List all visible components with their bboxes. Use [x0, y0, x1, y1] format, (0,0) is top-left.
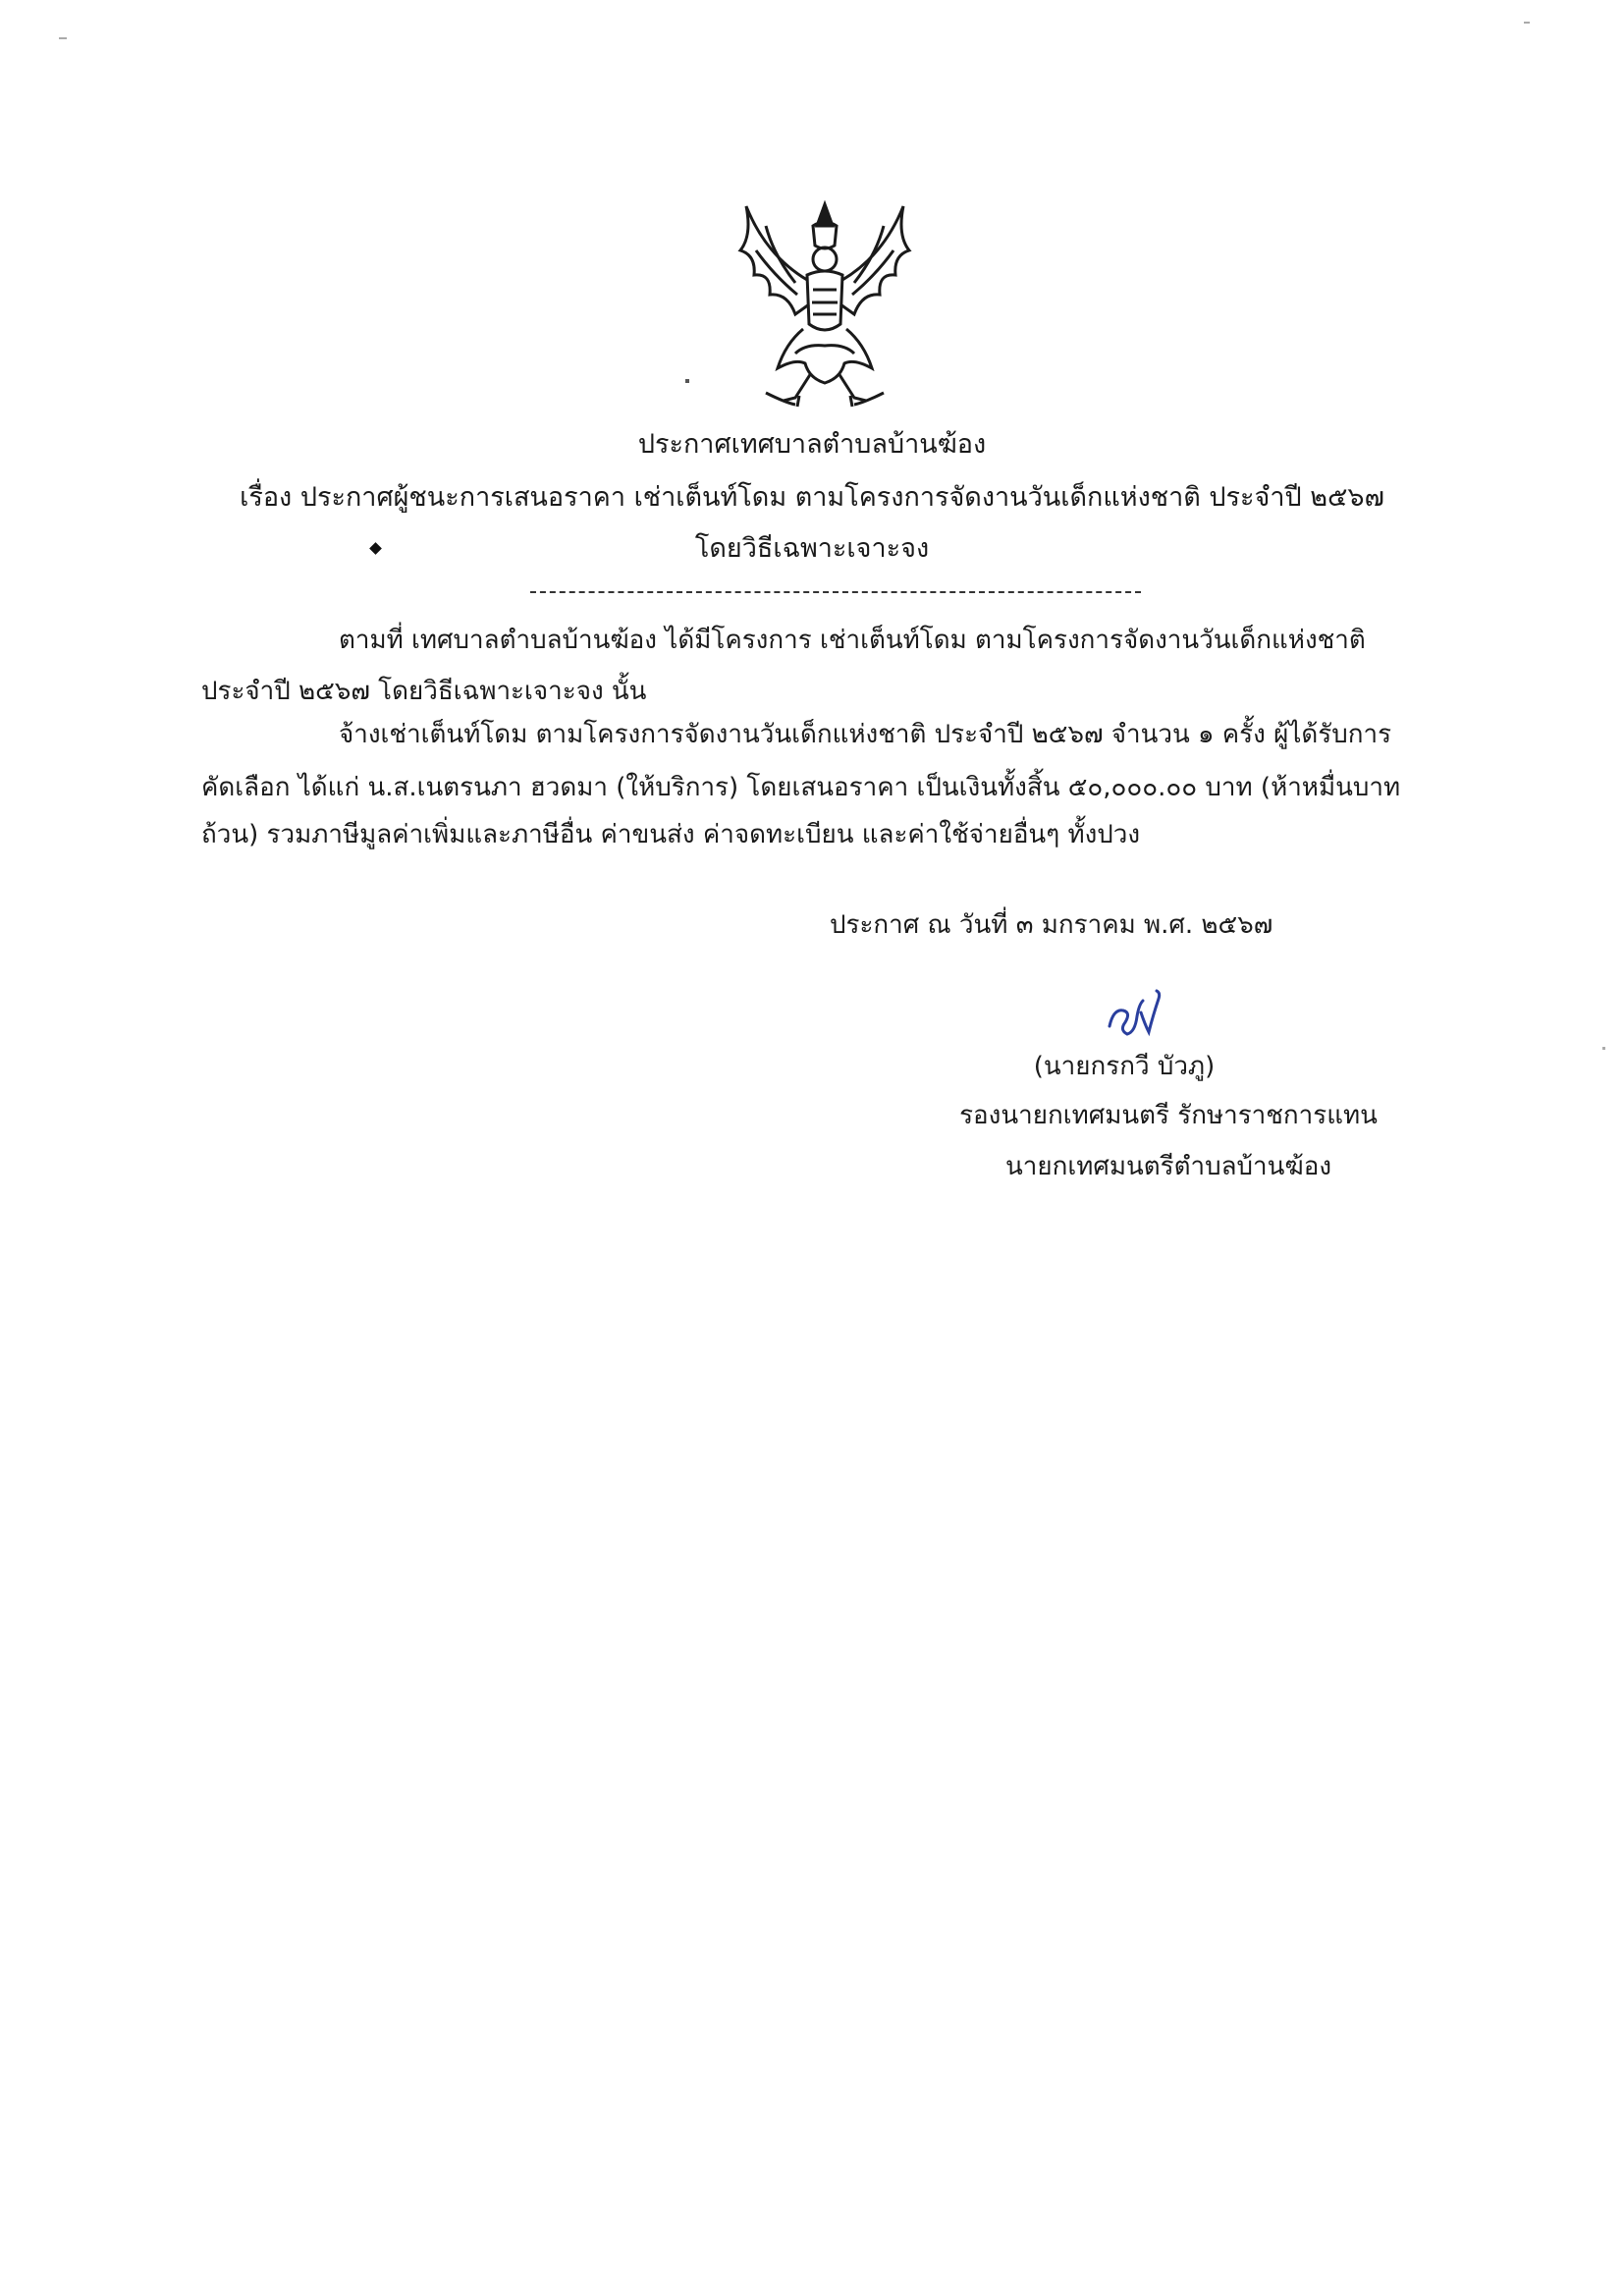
dashed-divider	[530, 591, 1141, 593]
scan-speck	[1524, 22, 1530, 24]
announcement-title: ประกาศเทศบาลตำบลบ้านฆ้อง	[637, 429, 987, 460]
paragraph-1-line-1: ตามที่ เทศบาลตำบลบ้านฆ้อง ได้มีโครงการ เช่าเต็นท์โดม ตามโครงการจัดงานวันเด็กแห่งชาติ	[339, 626, 1366, 655]
garuda-emblem-icon	[727, 196, 923, 412]
paragraph-2-line-3: ถ้วน) รวมภาษีมูลค่าเพิ่มและภาษีอื่น ค่าขนส่ง ค่าจดทะเบียน และค่าใช้จ่ายอื่นๆ ทั้งปวง	[201, 820, 1141, 849]
scan-speck	[685, 379, 689, 383]
signatory-position: รองนายกเทศมนตรี รักษาราชการแทน	[959, 1101, 1378, 1130]
handwritten-signature-icon	[1102, 987, 1170, 1046]
signatory-name: (นายกรกวี บัวภู)	[1033, 1052, 1216, 1081]
paragraph-1-line-2: ประจำปี ๒๕๖๗ โดยวิธีเฉพาะเจาะจง นั้น	[201, 677, 647, 706]
scan-speck	[59, 37, 67, 39]
scan-speck	[1602, 1047, 1605, 1050]
procurement-method: โดยวิธีเฉพาะเจาะจง	[694, 533, 930, 564]
signatory-office: นายกเทศมนตรีตำบลบ้านฆ้อง	[1004, 1152, 1332, 1181]
announcement-date: ประกาศ ณ วันที่ ๓ มกราคม พ.ศ. ๒๕๖๗	[830, 910, 1273, 940]
paragraph-2-line-1: จ้างเช่าเต็นท์โดม ตามโครงการจัดงานวันเด็กแห่งชาติ ประจำปี ๒๕๖๗ จำนวน ๑ ครั้ง ผู้ได้รับการ	[339, 720, 1392, 749]
announcement-subject: เรื่อง ประกาศผู้ชนะการเสนอราคา เช่าเต็นท์โดม ตามโครงการจัดงานวันเด็กแห่งชาติ ประจำปี ๒๕๖๗	[240, 482, 1384, 513]
paragraph-2-line-2: คัดเลือก ได้แก่ น.ส.เนตรนภา ฮวดมา (ให้บริการ) โดยเสนอราคา เป็นเงินทั้งสิ้น ๕๐,๐๐๐.๐๐ บาท (ห้าหมื่นบาท	[201, 773, 1401, 802]
